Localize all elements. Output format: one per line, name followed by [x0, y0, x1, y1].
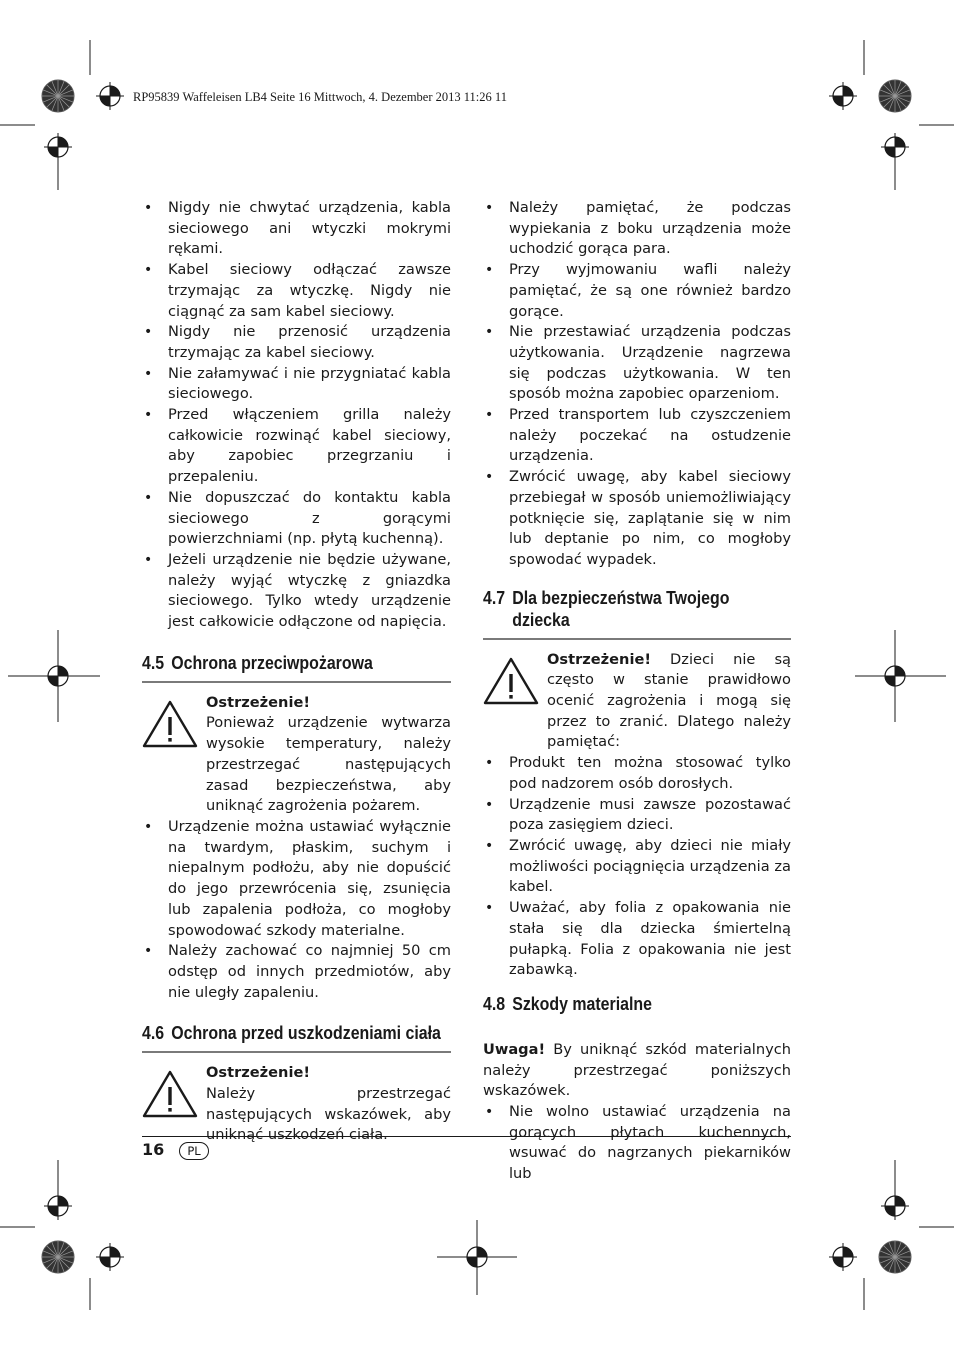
list-item: • Nigdy nie przenosić urządzenia trzymając za kabel sieciowy. — [144, 323, 451, 361]
title-rule — [142, 681, 451, 683]
list-item: • Nie wolno ustawiać urządzenia na gorących płytach kuchennych, wsuwać do nagrzanych piekarników lub — [485, 1103, 791, 1183]
safety-list-cable — [142, 198, 451, 633]
right-column — [483, 198, 791, 1185]
list-item: • Nie przestawiać urządzenia podczas użytkowania. Urządzenie nagrzewa się podczas użytkowania. W ten sposób można zapobiec oparzeniom. — [485, 323, 791, 403]
list-item: • Należy pamiętać, że podczas wypiekania z boku urządzenia może uchodzić gorąca para. — [485, 199, 791, 258]
page-number: 16 — [142, 1140, 165, 1159]
warning-triangle-icon — [142, 1069, 198, 1119]
warning-title: Ostrzeżenie! — [206, 693, 310, 711]
print-header: RP95839 Waffeleisen LB4 Seite 16 Mittwoch, 4. Dezember 2013 11:26 11 — [133, 90, 507, 104]
warning-title: Ostrzeżenie! — [206, 1064, 310, 1082]
title-rule — [142, 1051, 451, 1053]
note-label: Uwaga! — [483, 1040, 546, 1058]
list-item: • Nie załamywać i nie przygniatać kabla sieciowego. — [144, 364, 451, 403]
list-item: • Jeżeli urządzenie nie będzie używane, należy wyjąć wtyczkę z gniazdka sieciowego. Tylko wtedy urządzenie jest całkowicie odłączone od napięcia. — [144, 550, 451, 631]
warning-title: Ostrzeżenie! — [547, 650, 651, 668]
fire-safety-list — [142, 817, 451, 1003]
child-safety-list — [483, 753, 791, 981]
damage-note — [483, 1040, 791, 1102]
list-item: • Należy zachować co najmniej 50 cm odstęp od innych przedmiotów, aby nie uległy zapaleniu. — [144, 942, 451, 1001]
section-title-4-8: 4.8 Szkody materialne — [483, 992, 652, 1014]
list-item: • Urządzenie musi zawsze pozostawać poza zasięgiem dzieci. — [485, 795, 791, 834]
section-title-4-6: 4.6 Ochrona przed uszkodzeniami ciała — [142, 1022, 441, 1044]
warning-triangle-icon — [142, 699, 198, 749]
language-badge: PL — [179, 1142, 209, 1160]
warning-text: Należy przestrzegać następujących wskazówek, aby uniknąć uszkodzeń ciała. — [206, 1085, 451, 1144]
warning-box-injury — [142, 1063, 451, 1146]
note-text: By uniknąć szkód materialnych należy przestrzegać poniższych wskazówek. — [483, 1040, 791, 1100]
list-item: • Przed włączeniem grilla należy całkowicie rozwinąć kabel sieciowy, aby zapobiec przegrzaniu i przepaleniu. — [144, 406, 451, 486]
warning-box-fire — [142, 693, 451, 817]
footer-rule — [142, 1136, 791, 1137]
list-item: • Kabel sieciowy odłączać zawsze trzymając za wtyczkę. Nigdy nie ciągnąć za sam kabel sieciowy. — [144, 261, 451, 320]
warning-box-children — [483, 650, 791, 754]
title-rule — [483, 638, 791, 640]
list-item: • Zwrócić uwagę, aby kabel sieciowy przebiegał w sposób uniemożliwiający potknięcie się, zaplątanie się w nim lub deptanie po nim, co mogłoby spowodać wypadek. — [485, 468, 791, 568]
list-item: • Uważać, aby folia z opakowania nie stała się dla dziecka śmiertelną pułapką. Folia z opakowania nie jest zabawką. — [485, 899, 791, 979]
list-item: • Produkt ten można stosować tylko pod nadzorem osób dorosłych. — [485, 754, 791, 792]
section-title-4-7: 4.7 Dla bezpieczeństwa Twojego dziecka — [483, 586, 730, 630]
list-item: • Przed transportem lub czyszczeniem należy poczekać na ostudzenie urządzenia. — [485, 406, 791, 465]
list-item: • Urządzenie można ustawiać wyłącznie na twardym, płaskim, suchym i niepalnym podłożu, aby nie dopuścić do jego przewrócenia się, zsunięcia lub zapalenia podłoża, co mogłoby spowodować szkody materialne. — [144, 817, 451, 939]
list-item: • Zwrócić uwagę, aby dzieci nie miały możliwości pociągnięcia urządzenia za kabel. — [485, 836, 791, 896]
left-column — [142, 198, 451, 1146]
warning-text: Dzieci nie są często w stanie prawidłowo ocenić zagrożenia i mogą się przez to zranić. Dlatego należy pamiętać: — [547, 650, 791, 751]
list-item: • Nigdy nie chwytać urządzenia, kabla sieciowego ani wtyczki mokrymi rękami. — [144, 199, 451, 258]
warning-triangle-icon — [483, 656, 539, 706]
warning-text: Ponieważ urządzenie wytwarza wysokie temperatury, należy przestrzegać następujących zasad bezpieczeństwa, aby uniknąć zagrożenia pożarem. — [206, 714, 451, 815]
damage-list — [483, 1102, 791, 1185]
list-item: • Przy wyjmowaniu wafli należy pamiętać, że są one również bardzo gorące. — [485, 261, 791, 320]
section-title-4-5: 4.5 Ochrona przeciwpożarowa — [142, 651, 373, 673]
safety-list-hot — [483, 198, 791, 571]
list-item: • Nie dopuszczać do kontaktu kabla sieciowego z gorącymi powierzchniami (np. płytą kuchenną). — [144, 488, 451, 548]
